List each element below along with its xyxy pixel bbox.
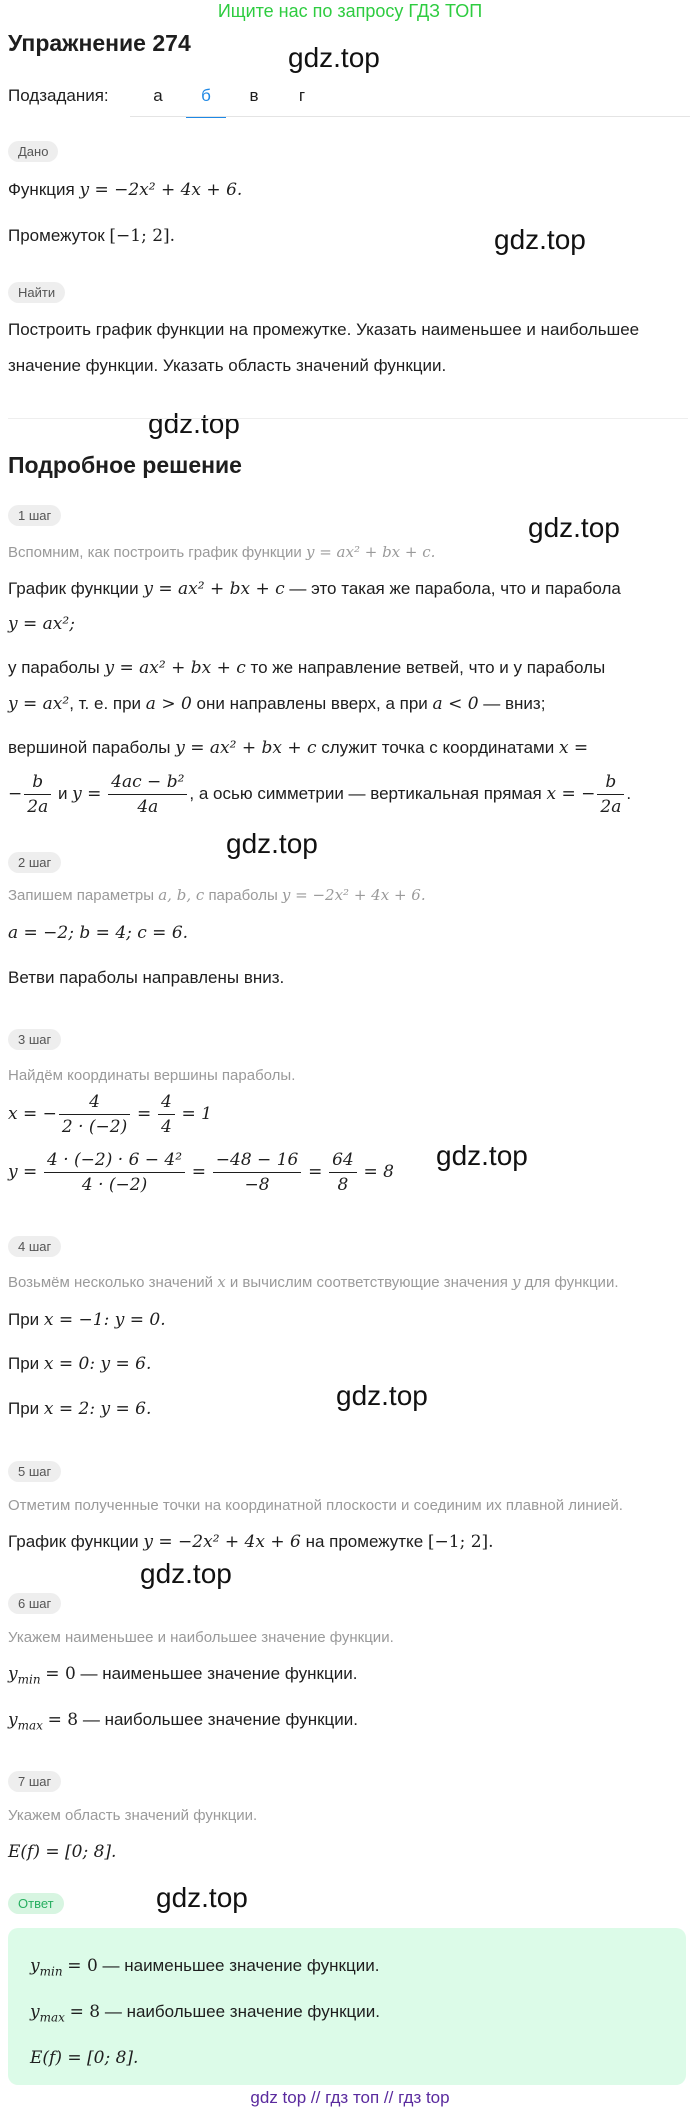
tab-g[interactable]: г <box>298 86 306 105</box>
numerator: −48 − 16 <box>213 1148 302 1173</box>
step6-min <box>8 1662 357 1691</box>
step2-note: Ветви параболы направлены вниз. <box>8 968 285 987</box>
step2-chip: 2 шаг <box>8 852 61 873</box>
fraction <box>108 770 187 819</box>
denominator: −8 <box>244 1175 270 1195</box>
fraction <box>213 1148 302 1197</box>
step4-row <box>8 1308 166 1332</box>
text: — вниз; <box>483 694 546 713</box>
find-line-2: значение функции. Указать область значений функции. <box>8 356 447 375</box>
given-chip: Дано <box>8 141 58 162</box>
answer-box <box>8 1928 686 2085</box>
text: параболы <box>208 887 278 904</box>
formula: y <box>30 1956 40 1976</box>
subtask-tabs <box>8 86 690 116</box>
tab-v[interactable]: в <box>249 86 259 105</box>
text: Возьмём несколько значений <box>8 1274 214 1291</box>
step3-chip: 3 шаг <box>8 1029 61 1050</box>
given-interval <box>8 224 175 248</box>
text: и <box>57 783 68 803</box>
watermark: gdz.top <box>336 1380 428 1411</box>
text: График функции <box>8 1532 139 1551</box>
step7-chip: 7 шаг <box>8 1771 61 1792</box>
given-function-label: Функция <box>8 180 75 199</box>
step6-chip: 6 шаг <box>8 1593 61 1614</box>
formula: y <box>512 1273 521 1291</box>
step1-hint-text: Вспомним, как построить график функции <box>8 544 302 561</box>
step5-chip: 5 шаг <box>8 1461 61 1482</box>
find-chip: Найти <box>8 282 65 303</box>
formula: a < 0 <box>432 694 479 714</box>
formula: y = ax²; <box>8 614 75 634</box>
fraction <box>158 1090 175 1139</box>
page-title: Упражнение 274 <box>8 30 191 56</box>
text: , т. е. при <box>69 694 142 713</box>
formula: − <box>8 783 23 804</box>
numerator: b <box>597 770 624 795</box>
solution-title: Подробное решение <box>8 452 242 478</box>
formula: x <box>217 1273 226 1291</box>
step1-line-3 <box>8 656 605 680</box>
text: на промежутке <box>305 1532 424 1551</box>
text: и вычислим соответствующие значения <box>229 1274 508 1291</box>
watermark: gdz.top <box>156 1882 248 1913</box>
step1-chip: 1 шаг <box>8 505 61 526</box>
formula: = 1 <box>181 1103 212 1124</box>
text: у параболы <box>8 658 100 677</box>
formula: y = ax² <box>8 694 70 714</box>
step4-row <box>8 1352 151 1376</box>
formula: x = − <box>8 1103 57 1124</box>
denominator: 2a <box>27 797 49 817</box>
subtask-tabs-label: Подзадания: <box>8 86 109 105</box>
numerator: 4 <box>59 1090 130 1115</box>
denominator: 4 <box>160 1117 172 1137</box>
text: График функции <box>8 579 139 598</box>
step1-line-6 <box>8 770 631 819</box>
step4-row <box>8 1397 151 1421</box>
formula: y <box>30 2002 40 2022</box>
watermark: gdz.top <box>140 1558 232 1589</box>
text: При <box>8 1399 40 1418</box>
numerator: 64 <box>329 1148 357 1173</box>
watermark: gdz.top <box>288 42 380 73</box>
formula: y = −2x² + 4x + 6 <box>143 1532 301 1552</box>
step7-range <box>8 1840 116 1864</box>
answer-chip: Ответ <box>8 1893 64 1914</box>
formula: y = <box>8 1161 38 1182</box>
formula: y = ax² + bx + c <box>104 658 246 678</box>
step1-line-2 <box>8 612 75 636</box>
fraction <box>329 1148 357 1197</box>
formula: = <box>136 1103 152 1124</box>
formula: y = ax² + bx + c <box>143 579 285 599</box>
text: , а осью симметрии — вертикальная прямая <box>189 783 542 803</box>
tab-a[interactable]: а <box>153 86 163 105</box>
numerator: 4 <box>158 1090 175 1115</box>
formula: y = <box>72 783 102 804</box>
step2-hint <box>8 883 426 908</box>
step3-hint: Найдём координаты вершины параболы. <box>8 1067 296 1084</box>
subscript: min <box>17 1672 41 1687</box>
fraction <box>44 1148 185 1197</box>
find-line-1: Построить график функции на промежутке. Указать наименьшее и наибольшее <box>8 320 640 339</box>
step1-line-1 <box>8 577 621 601</box>
formula: = 0 <box>67 1956 98 1976</box>
formula: x = <box>558 738 589 758</box>
given-interval-label: Промежуток <box>8 226 105 245</box>
text: . <box>626 783 632 803</box>
formula: = 8 <box>69 2002 101 2022</box>
step1-hint-formula: y = ax² + bx + c. <box>305 543 436 561</box>
watermark: gdz.top <box>528 512 620 543</box>
step5-hint: Отметим полученные точки на координатной плоскости и соединим их плавной линией. <box>8 1497 623 1514</box>
answer-min <box>30 1954 379 1983</box>
formula: = 0 <box>45 1664 76 1684</box>
formula: y = ax² + bx + c <box>175 738 317 758</box>
formula: x = 0: y = 6. <box>43 1354 152 1374</box>
formula: = 8 <box>47 1710 79 1730</box>
formula: x = − <box>546 783 596 804</box>
formula: E(f) = [0; 8]. <box>30 2048 139 2068</box>
formula: x = −1: y = 0. <box>43 1310 166 1330</box>
footer-links[interactable]: gdz top // гдз топ // гдз top <box>250 2088 450 2107</box>
step5-line <box>8 1530 494 1554</box>
numerator: 4 · (−2) · 6 − 4² <box>44 1148 185 1173</box>
watermark: gdz.top <box>226 828 318 859</box>
given-function <box>8 178 242 202</box>
subscript: max <box>39 2010 65 2025</box>
given-interval-value: [−1; 2]. <box>109 226 176 246</box>
tabs-divider <box>130 116 690 117</box>
formula: y <box>8 1710 18 1730</box>
text: Запишем параметры <box>8 887 155 904</box>
step1-line-4 <box>8 692 545 716</box>
text: — наибольшее значение функции. <box>82 1710 358 1729</box>
denominator: 4a <box>137 797 159 817</box>
section-divider <box>8 418 688 419</box>
formula: [−1; 2]. <box>427 1532 494 1552</box>
fraction <box>59 1090 130 1139</box>
text: При <box>8 1310 40 1329</box>
denominator: 8 <box>337 1175 349 1195</box>
step1-line-5 <box>8 736 588 760</box>
formula: a > 0 <box>145 694 192 714</box>
formula: y <box>8 1664 18 1684</box>
formula: = 8 <box>363 1161 394 1182</box>
step6-max <box>8 1708 358 1737</box>
step3-x <box>8 1090 212 1139</box>
denominator: 4 · (−2) <box>81 1175 148 1195</box>
text: они направлены вверх, а при <box>196 694 428 713</box>
formula: y = −2x² + 4x + 6. <box>281 886 426 904</box>
subscript: min <box>39 1964 63 1979</box>
formula: E(f) = [0; 8]. <box>8 1842 117 1862</box>
answer-range <box>30 2046 138 2070</box>
watermark: gdz.top <box>436 1140 528 1171</box>
step6-hint: Укажем наименьшее и наибольшее значение функции. <box>8 1629 394 1646</box>
search-banner: Ищите нас по запросу ГДЗ ТОП <box>217 1 483 21</box>
formula: a, b, c <box>158 886 205 904</box>
watermark: gdz.top <box>494 224 586 255</box>
text: то же направление ветвей, что и у параболы <box>250 658 606 677</box>
text: — это такая же парабола, что и парабола <box>289 579 621 598</box>
formula: x = 2: y = 6. <box>43 1399 152 1419</box>
watermark: gdz.top <box>148 408 240 439</box>
text: — наибольшее значение функции. <box>104 2002 380 2021</box>
formula: = <box>308 1161 323 1182</box>
denominator: 2a <box>600 797 622 817</box>
step1-hint <box>8 540 435 565</box>
answer-max <box>30 2000 380 2029</box>
step4-chip: 4 шаг <box>8 1236 61 1257</box>
formula: = <box>191 1161 207 1182</box>
step2-params <box>8 921 188 945</box>
numerator: 4ac − b² <box>108 770 187 795</box>
denominator: 2 · (−2) <box>61 1117 128 1137</box>
fraction <box>24 770 51 819</box>
step3-y <box>8 1148 394 1197</box>
text: служит точка с координатами <box>321 738 555 757</box>
step4-hint <box>8 1270 619 1295</box>
text: вершиной параболы <box>8 738 171 757</box>
fraction <box>597 770 624 819</box>
text: для функции. <box>524 1274 619 1291</box>
text: При <box>8 1354 40 1373</box>
numerator: b <box>24 770 51 795</box>
tab-b[interactable]: б <box>186 86 226 118</box>
subscript: max <box>17 1718 43 1733</box>
step7-hint: Укажем область значений функции. <box>8 1807 258 1824</box>
formula: a = −2; b = 4; c = 6. <box>8 923 189 943</box>
text: — наименьшее значение функции. <box>80 1664 358 1683</box>
given-function-formula: y = −2x² + 4x + 6. <box>79 180 243 200</box>
text: — наименьшее значение функции. <box>102 1956 380 1975</box>
